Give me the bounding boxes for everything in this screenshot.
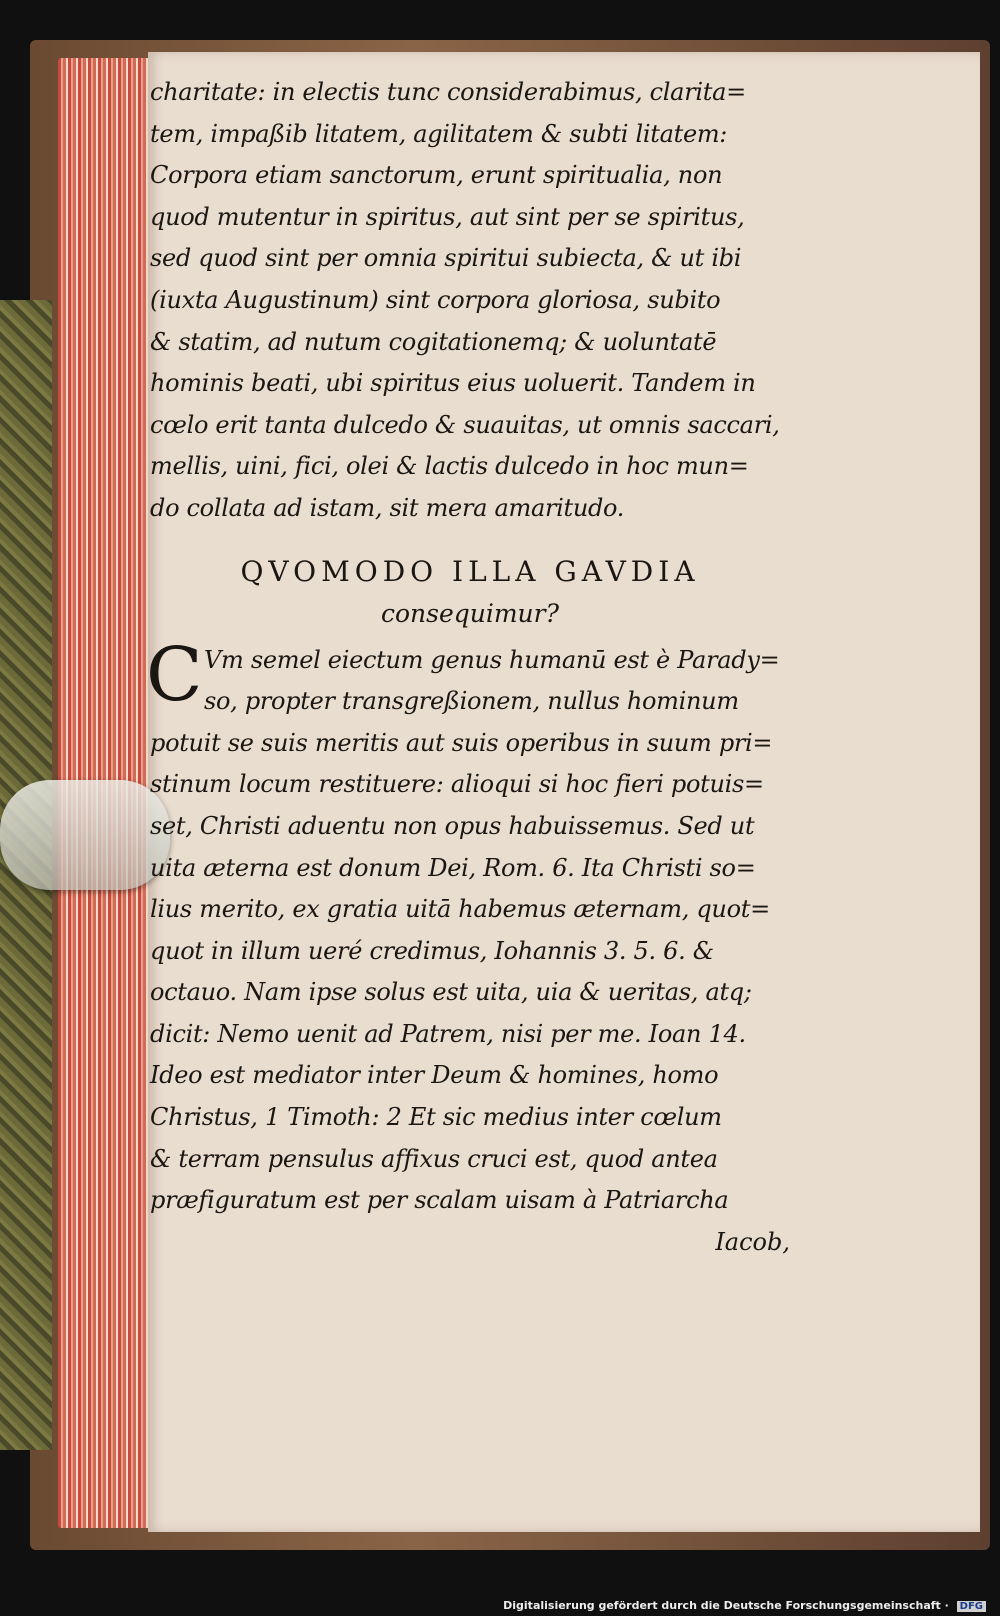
text-line: uita æterna est donum Dei, Rom. 6. Ita Christi so= — [150, 853, 756, 882]
text-line: so, propter transgreßionem, nullus hominum — [204, 687, 739, 716]
paragraph-1 — [150, 72, 790, 530]
text-line: lius merito, ex gratia uitā habemus æternam, quot= — [150, 895, 770, 924]
text-line: Vm semel eiectum genus humanū est è Parady= — [204, 645, 780, 674]
text-line: charitate: in electis tunc considerabimus, clarita= — [150, 78, 746, 106]
text-line: quot in illum ueré credimus, Iohannis 3. 5. 6. & — [150, 936, 714, 965]
text-line: dicit: Nemo uenit ad Patrem, nisi per me. Ioan 14. — [150, 1019, 746, 1048]
dfg-logo: DFG — [957, 1601, 986, 1612]
text-line: cœlo erit tanta dulcedo & suauitas, ut omnis saccari, — [150, 410, 780, 439]
text-line: hominis beati, ubi spiritus eius uoluerit. Tandem in — [150, 369, 756, 398]
text-line: quod mutentur in spiritus, aut sint per se spiritus, — [150, 202, 745, 231]
text-line: octauo. Nam ipse solus est uita, uia & ueritas, atq; — [150, 978, 752, 1007]
text-line: sed quod sint per omnia spiritui subiecta, & ut ibi — [150, 244, 742, 273]
text-line: potuit se suis meritis aut suis operibus in suum pri= — [150, 728, 773, 757]
credit-text: Digitalisierung gefördert durch die Deutsche Forschungsgemeinschaft · — [503, 1599, 949, 1612]
text-line: tem, impaßib litatem, agilitatem & subti litatem: — [150, 119, 728, 148]
text-line: (iuxta Augustinum) sint corpora gloriosa, subito — [150, 285, 721, 314]
section-heading: QVOMODO ILLA GAVDIA — [240, 554, 700, 588]
book-clasp — [0, 780, 170, 890]
text-line: præfiguratum est per scalam uisam à Patriarcha — [150, 1186, 729, 1215]
section-subheading: consequimur? — [380, 598, 560, 628]
text-line: & terram pensulus affixus cruci est, quod antea — [150, 1144, 718, 1173]
drop-cap: C — [146, 631, 203, 718]
text-line: set, Christi aduentu non opus habuissemus. Sed ut — [150, 811, 755, 840]
text-line: Corpora etiam sanctorum, erunt spiritualia, non — [150, 161, 723, 190]
text-line: Christus, 1 Timoth: 2 Et sic medius inter cœlum — [150, 1103, 722, 1132]
text-line: stinum locum restituere: alioqui si hoc fieri potuis= — [150, 770, 764, 799]
page-text — [146, 72, 790, 1263]
paragraph-2 — [146, 631, 790, 1222]
text-line: Ideo est mediator inter Deum & homines, homo — [150, 1061, 719, 1090]
text-line: mellis, uini, fici, olei & lactis dulcedo in hoc mun= — [150, 452, 749, 481]
digitization-credit — [503, 1599, 986, 1612]
text-line: do collata ad istam, sit mera amaritudo. — [150, 493, 625, 522]
text-line: & statim, ad nutum cogitationemq; & uoluntatē — [150, 327, 717, 356]
catchword: Iacob, — [715, 1227, 790, 1256]
